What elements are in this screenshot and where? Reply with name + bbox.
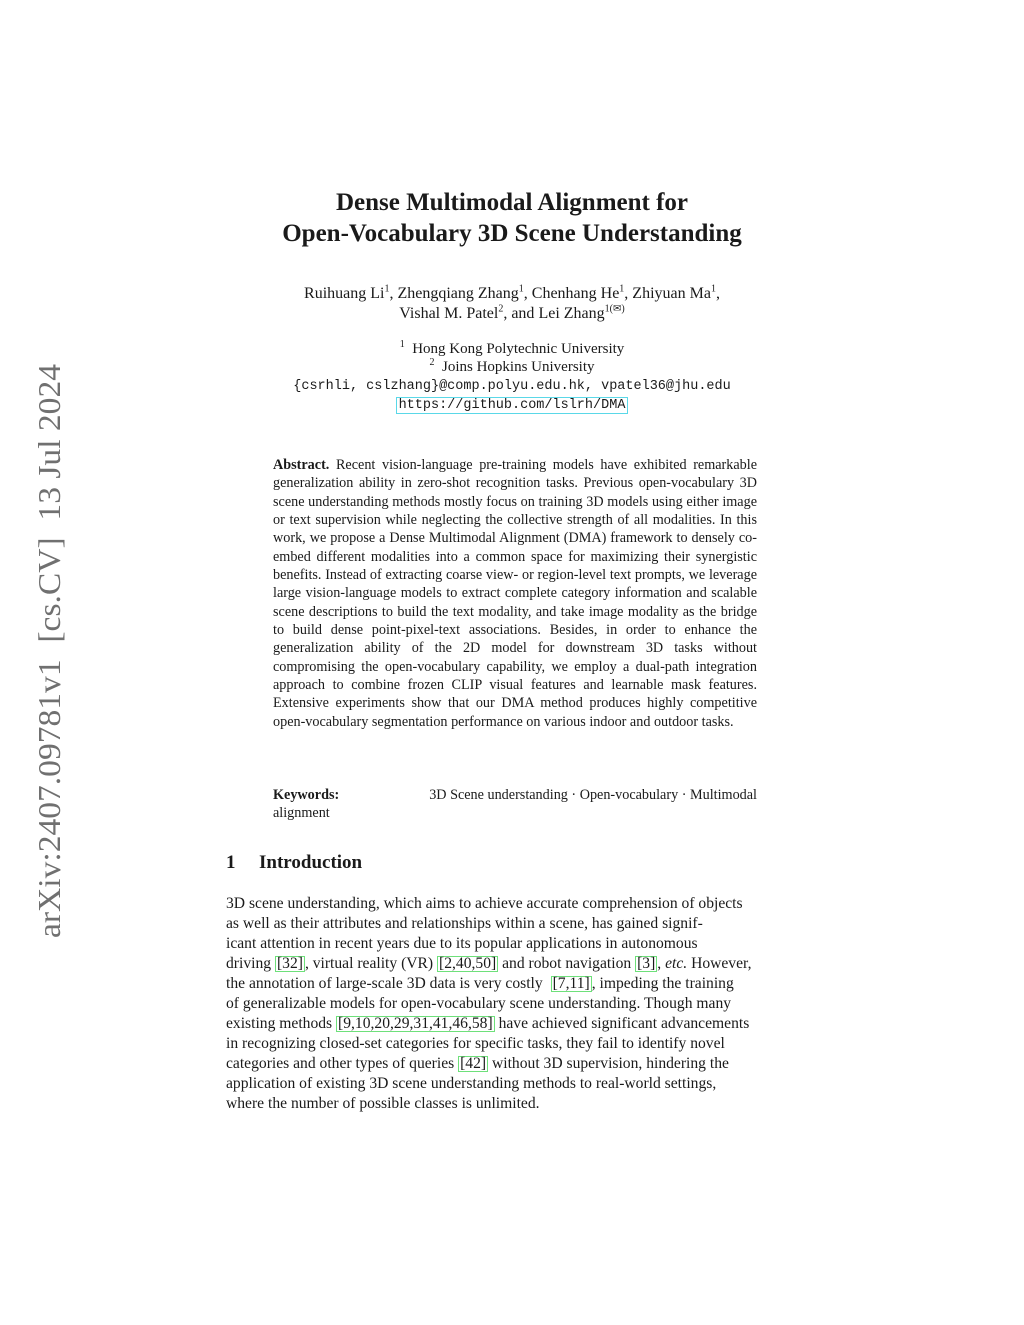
paragraph-line: in recognizing closed-set categories for specific tasks, they fail to identify novel [226, 1035, 725, 1052]
keywords-text: 3D Scene understanding · Open-vocabulary · Multimodal [429, 787, 757, 803]
abstract-label: Abstract. [273, 457, 330, 473]
introduction-paragraph [226, 894, 805, 1114]
keywords-text-cont: alignment [273, 805, 330, 822]
paragraph-line: icant attention in recent years due to its popular applications in autonomous [226, 935, 698, 952]
paper-title-line-2: Open-Vocabulary 3D Scene Understanding [282, 220, 742, 247]
paragraph-line: application of existing 3D scene understanding methods to real-world settings, [226, 1075, 717, 1092]
paragraph-line: as well as their attributes and relationships within a scene, has gained signif- [226, 915, 703, 932]
citation-link[interactable]: [42] [460, 1055, 487, 1072]
author-name: Zhengqiang Zhang [397, 285, 519, 302]
author-name: Zhiyuan Ma [632, 285, 711, 302]
paragraph-line: 3D scene understanding, which aims to achieve accurate comprehension of objects [226, 895, 743, 912]
paragraph-line: existing methods [9,10,20,29,31,41,46,58] have achieved significant advancements [226, 1015, 750, 1032]
arxiv-side-stamp [18, 360, 74, 940]
section-number: 1 [226, 852, 236, 873]
author-list-line-2: Vishal M. Patel$^2$, and Lei Zhang$^{1(✉)}$ [399, 303, 625, 322]
section-heading-introduction [226, 852, 362, 874]
keywords [273, 786, 757, 823]
citation-link[interactable]: [3] [637, 955, 656, 972]
author-emails: {csrhli, cslzhang}@comp.polyu.edu.hk, vpatel36@jhu.edu [293, 379, 731, 394]
section-title: Introduction [259, 852, 363, 873]
author-list-line-1: Ruihuang Li$^1$, Zhengqiang Zhang$^1$, Chenhang He$^1$, Zhiyuan Ma$^1$, [304, 283, 720, 302]
abstract-text: Recent vision-language pre-training models have exhibited remarkable generalization ability in zero-shot recognition tasks. Previous open-vocabulary 3D scene understanding methods mostly focus on training 3D models using either image or text supervision while neglecting the collective strength of all modalities. In this work, we propose a Dense Multimodal Alignment (DMA) framework to densely co-embed different modalities into a common space for maximizing their synergistic benefits. Instead of extracting coarse view- or region-level text prompts, we leverage large vision-language models to extract complete category information and scalable scene descriptions to build the text modality, and take image modality as the bridge to build dense point-pixel-text associations. Besides, in order to enhance the generalization ability of the 2D model for downstream 3D tasks without compromising the open-vocabulary capability, we employ a dual-path integration approach to combine frozen CLIP visual features and learnable mask features. Extensive experiments show that our DMA method produces highly competitive open-vocabulary segmentation performance on various indoor and outdoor tasks. [273, 457, 758, 730]
author-name: Chenhang He [531, 285, 620, 302]
author-name: Vishal M. Patel [399, 305, 499, 322]
paragraph-line: of generalizable models for open-vocabulary scene understanding. Though many [226, 995, 732, 1012]
author-name: Ruihuang Li [304, 285, 385, 302]
paragraph-line: the annotation of large-scale 3D data is very costly [7,11] , impeding the training [226, 975, 734, 992]
github-link[interactable]: https://github.com/lslrh/DMA [396, 397, 629, 414]
paper-title-line-1: Dense Multimodal Alignment for [335, 189, 689, 216]
arxiv-identifier: arXiv:2407.09781v1 [cs.CV] 13 Jul 2024 [31, 390, 67, 938]
citation-link[interactable]: [9,10,20,29,31,41,46,58] [338, 1015, 493, 1032]
paragraph-line: where the number of possible classes is unlimited. [226, 1095, 540, 1112]
paragraph-line: driving [32] , virtual reality (VR) [2,40,50] and robot navigation [3] , etc. However, [226, 955, 752, 972]
citation-link[interactable]: [2,40,50] [439, 955, 497, 972]
abstract [273, 456, 757, 731]
keywords-label: Keywords: [273, 787, 340, 803]
affiliation-2: $^2$ Joins Hopkins University [429, 357, 595, 375]
corresponding-author-mark: 1(✉) [604, 303, 625, 315]
author-name: Lei Zhang [538, 305, 605, 322]
citation-link[interactable]: [7,11] [552, 975, 590, 992]
citation-link[interactable]: [32] [276, 955, 303, 972]
paragraph-line: categories and other types of queries [42] without 3D supervision, hindering the [226, 1055, 729, 1072]
affiliation-1: $^1$ Hong Kong Polytechnic University [399, 339, 625, 357]
